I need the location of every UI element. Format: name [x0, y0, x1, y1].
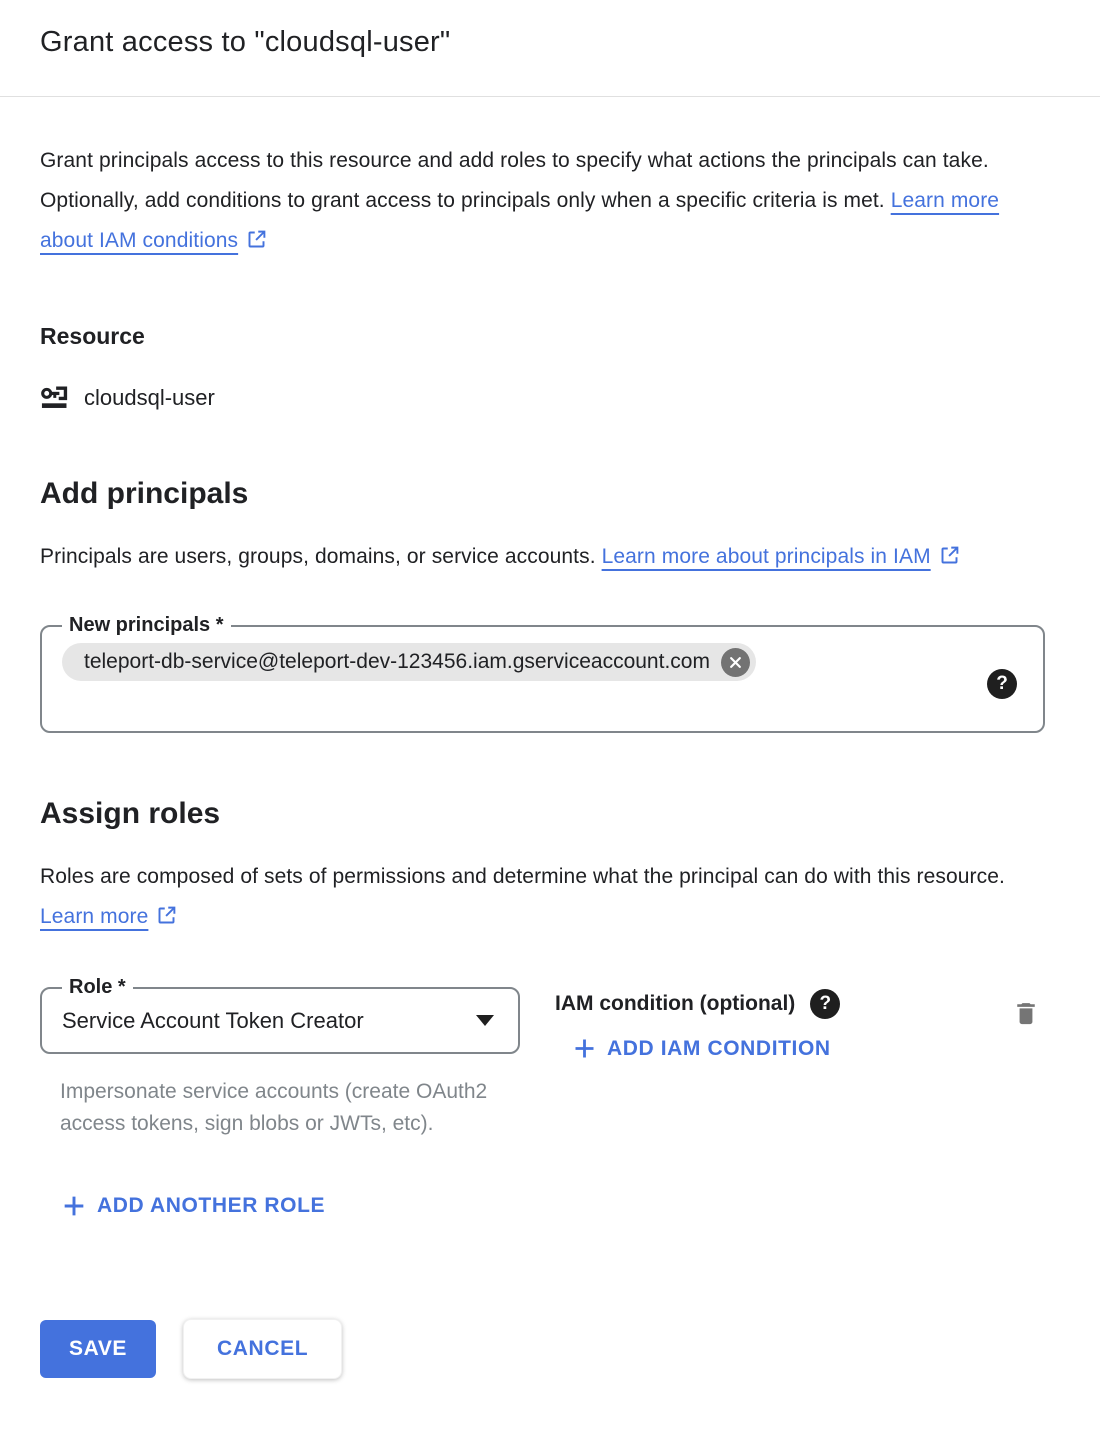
principals-learn-more-link[interactable] — [602, 545, 960, 568]
roles-learn-more-link[interactable] — [40, 905, 177, 928]
new-principals-field[interactable] — [40, 614, 1045, 733]
trash-icon — [1012, 999, 1040, 1027]
principals-help-icon[interactable]: ? — [987, 669, 1017, 699]
cancel-button[interactable]: CANCEL — [183, 1319, 342, 1379]
resource-heading: Resource — [40, 323, 145, 349]
new-principals-label: New principals * — [62, 614, 231, 637]
add-iam-condition-button[interactable] — [571, 1035, 831, 1062]
iam-condition-header — [555, 989, 1012, 1019]
link-text: Learn more about IAM conditions — [40, 189, 1000, 252]
dropdown-caret-icon — [476, 1015, 494, 1026]
dialog-body — [0, 141, 1100, 1379]
iam-condition-help-icon[interactable]: ? — [810, 989, 840, 1019]
add-iam-condition-label: ADD IAM CONDITION — [607, 1036, 831, 1060]
role-selected-value: Service Account Token Creator — [62, 1007, 364, 1033]
page-title: Grant access to "cloudsql-user" — [40, 26, 451, 58]
chip-remove-button[interactable] — [721, 648, 750, 677]
principal-chip-value: teleport-db-service@teleport-dev-123456.iam.gserviceaccount.com — [84, 650, 710, 673]
role-select[interactable] — [40, 976, 520, 1054]
add-another-role-label: ADD ANOTHER ROLE — [97, 1194, 326, 1217]
plus-icon — [571, 1035, 598, 1062]
open-in-new-icon — [246, 229, 267, 250]
principals-paragraph — [40, 537, 1045, 577]
principals-description: Principals are users, groups, domains, or service accounts. — [40, 545, 596, 568]
close-icon — [728, 655, 743, 670]
iam-condition-label: IAM condition (optional) — [555, 992, 796, 1015]
resource-name: cloudsql-user — [84, 384, 215, 410]
open-in-new-icon — [156, 905, 177, 926]
resource-row — [40, 382, 1045, 413]
link-text: Learn more about principals in IAM — [601, 545, 931, 568]
roles-paragraph — [40, 857, 1045, 937]
plus-icon — [60, 1192, 88, 1220]
role-row — [40, 976, 1045, 1140]
dialog-actions — [40, 1319, 1045, 1379]
open-in-new-icon — [939, 545, 960, 566]
service-account-key-icon — [40, 382, 71, 413]
iam-condition-column — [555, 987, 1012, 1067]
add-principals-heading: Add principals — [40, 477, 249, 510]
assign-roles-heading: Assign roles — [40, 797, 221, 830]
delete-role-button[interactable] — [1012, 999, 1040, 1030]
role-column — [40, 976, 520, 1140]
link-text: Learn more — [40, 905, 149, 928]
role-label: Role * — [62, 976, 133, 999]
dialog-header — [0, 0, 1100, 59]
header-divider — [0, 96, 1100, 97]
intro-paragraph — [40, 141, 1045, 261]
save-button[interactable]: SAVE — [40, 1320, 156, 1378]
intro-text: Grant principals access to this resource and add roles to specify what actions the principals can take. Optionally, add conditions to grant access to principals only when a specific criteria is met. — [40, 149, 989, 212]
role-helper-text: Impersonate service accounts (create OAuth2 access tokens, sign blobs or JWTs, etc). — [60, 1080, 488, 1135]
principal-chip — [62, 643, 756, 681]
roles-description: Roles are composed of sets of permissions and determine what the principal can do with this resource. — [40, 865, 1005, 888]
add-another-role-button[interactable] — [60, 1192, 325, 1220]
